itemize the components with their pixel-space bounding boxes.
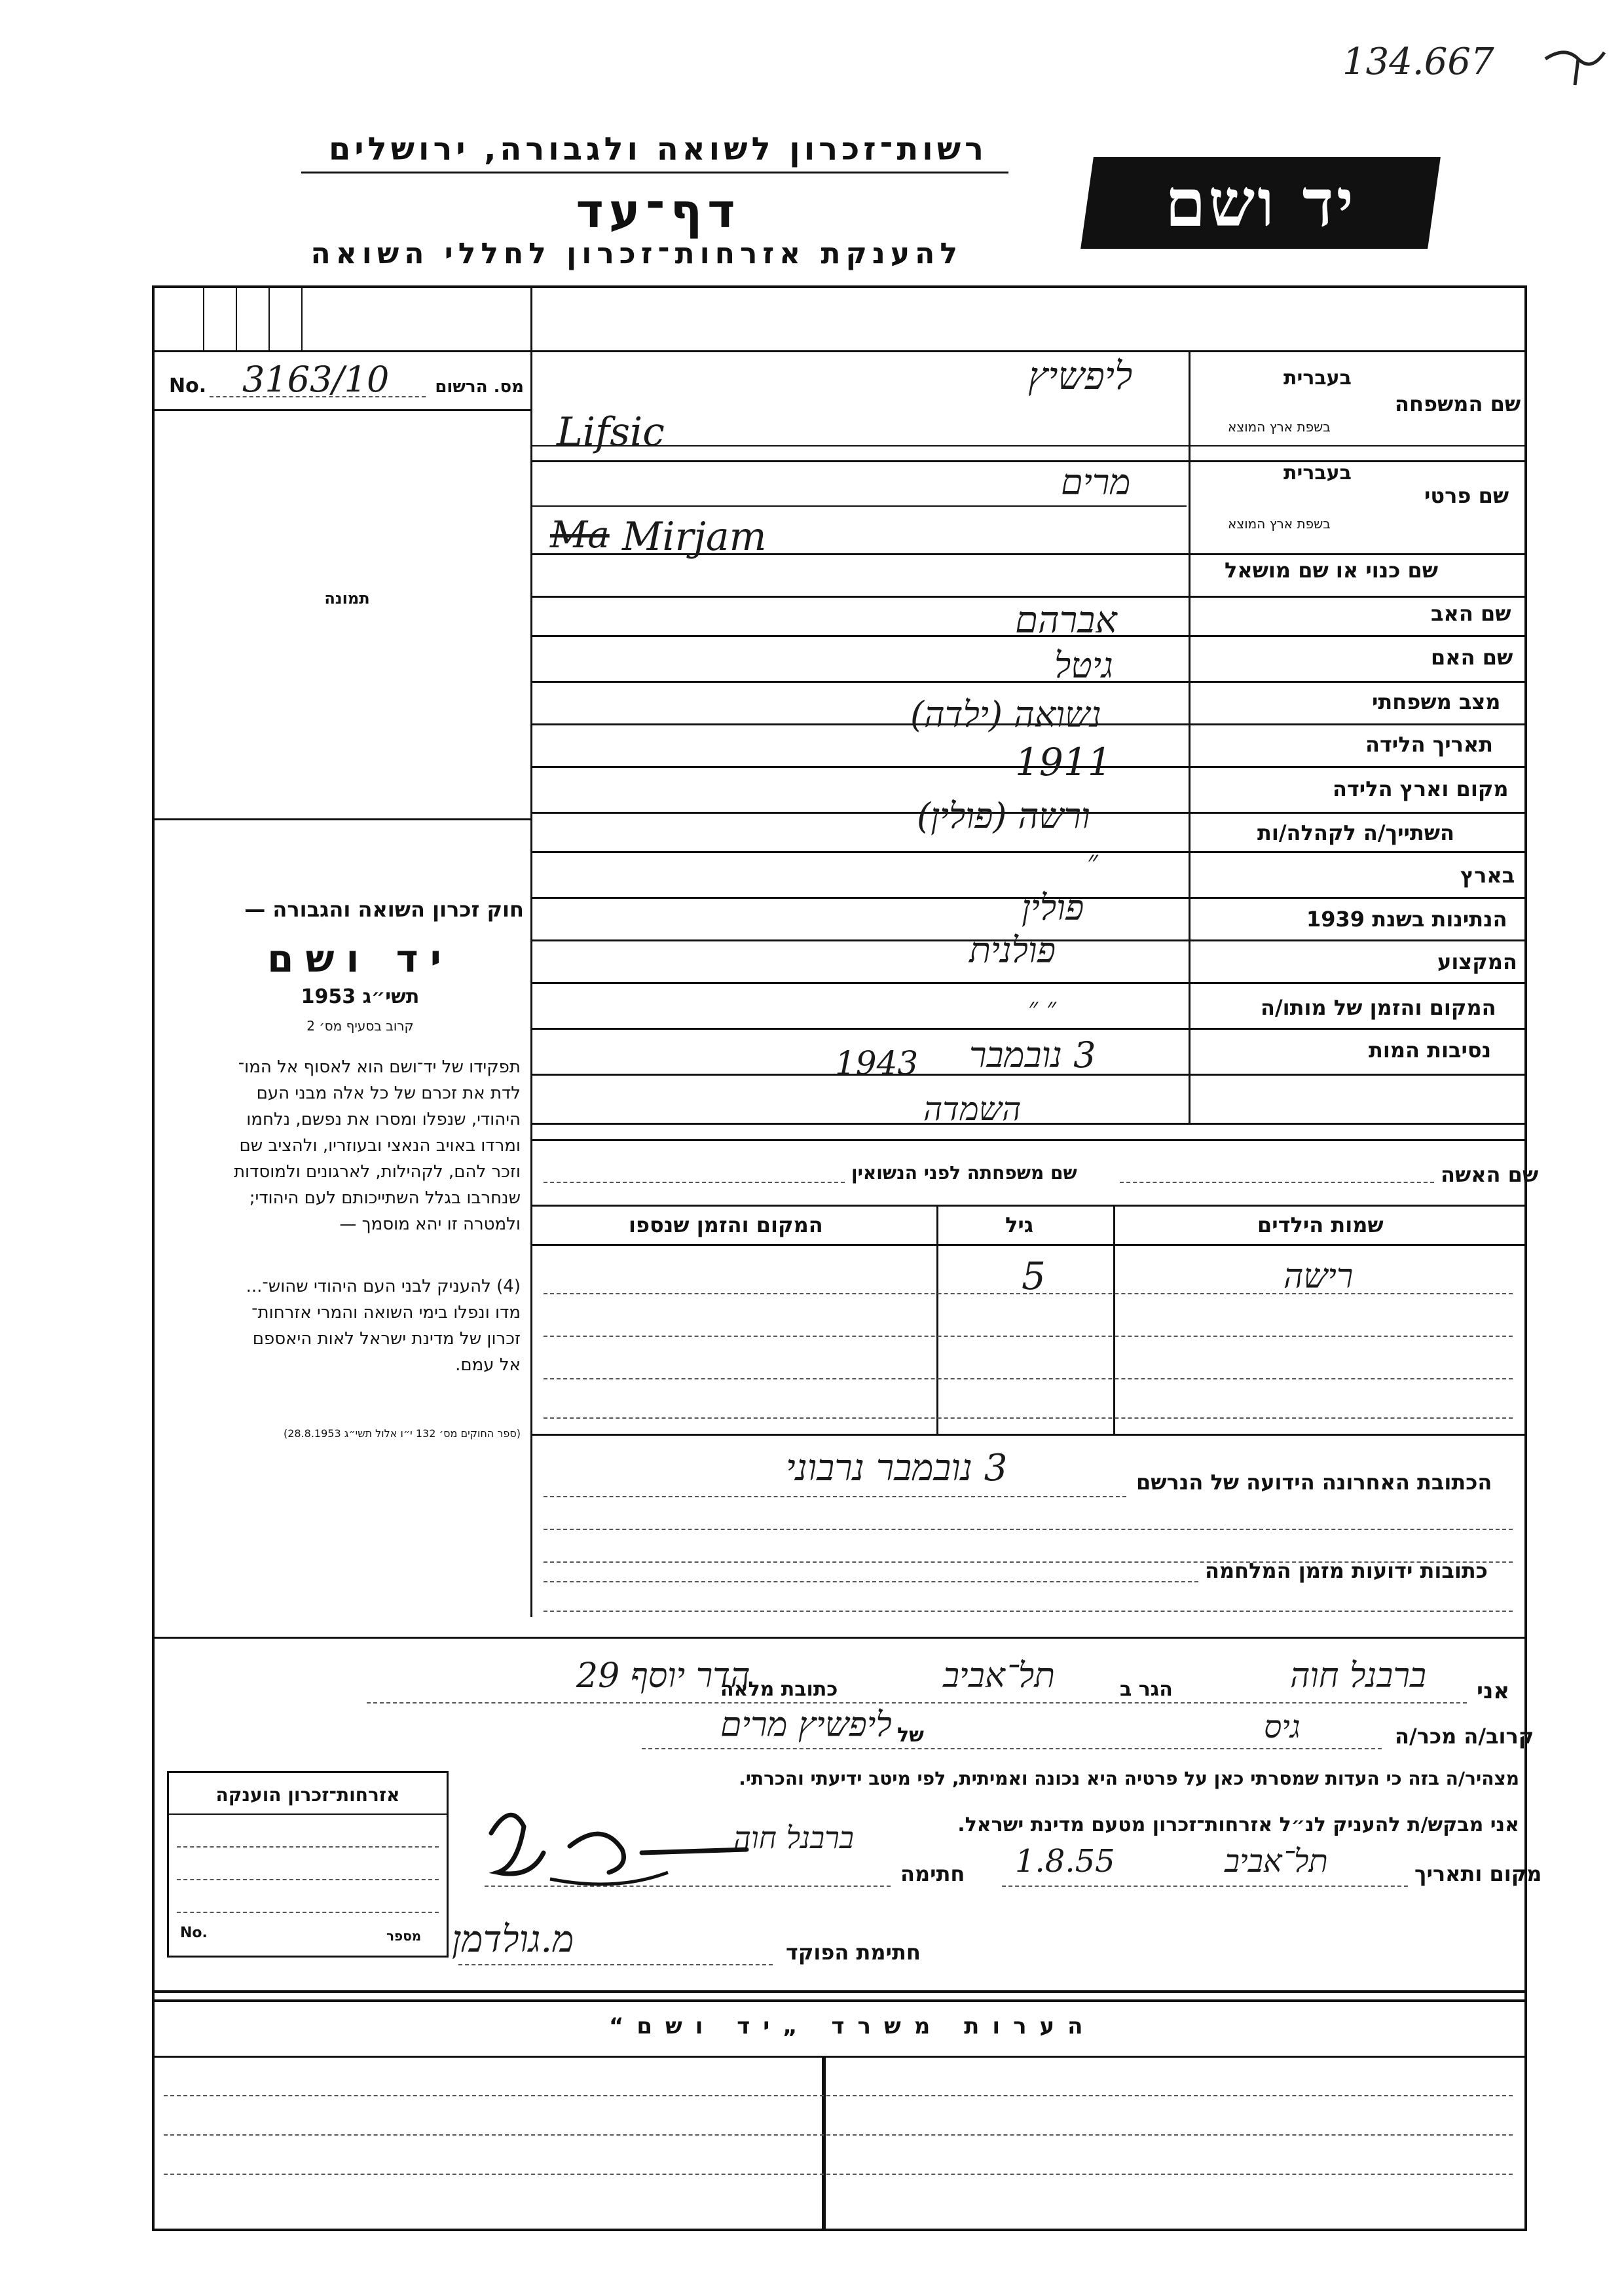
family-name-origin-value: Lifsic bbox=[557, 409, 665, 455]
officer-signature: מ.גולדמן bbox=[452, 1918, 574, 1961]
citizenship-label: הנתינות בשנת 1939 bbox=[1306, 907, 1507, 932]
officer-line bbox=[458, 1964, 773, 1965]
country-label: בארץ bbox=[1460, 863, 1515, 888]
profession-label: המקצוע bbox=[1437, 949, 1517, 974]
children-names-header: שמות הילדים bbox=[1257, 1212, 1384, 1237]
wife-maiden-label: שם משפחתה לפני הנשואין bbox=[851, 1162, 1077, 1184]
corner-archive-number: 134.667 bbox=[1342, 41, 1494, 83]
office-notes-divider bbox=[152, 2056, 1527, 2058]
birthplace-value: ורשה (פולין) bbox=[917, 795, 1090, 837]
first-hebrew-tag: בעברית bbox=[1283, 462, 1352, 484]
wife-label: שם האשה bbox=[1441, 1162, 1539, 1187]
father-value: אברהם bbox=[1015, 599, 1117, 642]
community-label: השתייך/ה לקהלה/ות bbox=[1257, 820, 1455, 845]
yad-vashem-logo bbox=[1080, 157, 1441, 249]
row-line bbox=[532, 851, 1527, 853]
officer-label: חתימת הפוקד bbox=[786, 1940, 921, 1965]
registration-no-prefix: No. bbox=[169, 374, 207, 397]
address-line bbox=[544, 1611, 1513, 1612]
registration-row-bottom bbox=[152, 409, 532, 411]
children-header-bottom bbox=[532, 1244, 1527, 1246]
marital-label: מצב משפחתי bbox=[1372, 689, 1501, 714]
signature-label: חתימה bbox=[900, 1861, 965, 1886]
corner-mark-icon bbox=[1539, 39, 1611, 92]
law-citation: (ספר החוקים מס׳ 132 י״ו אלול תשי״ג 28.8.1953) bbox=[283, 1427, 521, 1440]
address-line bbox=[544, 1529, 1513, 1530]
law-line: היהודי, שנפלו ומסרו את נפשם, נלחמו bbox=[246, 1110, 521, 1129]
children-col-divider-2 bbox=[936, 1205, 938, 1434]
top-strip-line bbox=[152, 350, 1527, 352]
place-date-label: מקום ותאריך bbox=[1414, 1861, 1542, 1886]
children-header-top bbox=[532, 1205, 1527, 1207]
death-circ-label: נסיבות המות bbox=[1369, 1038, 1492, 1063]
law-heading: חוק זכרון השואה והגבורה — bbox=[244, 897, 524, 922]
children-row-line bbox=[544, 1378, 1513, 1379]
grant-box-title: אזרחות־זכרון הוענקה bbox=[215, 1784, 400, 1806]
office-notes-line bbox=[164, 2095, 1513, 2096]
declarant-i-label: אני bbox=[1477, 1678, 1510, 1704]
last-address-value: 3 נובמבר נרבוני bbox=[786, 1447, 1008, 1489]
birthplace-label: מקום וארץ הלידה bbox=[1333, 776, 1509, 801]
place-value: תל־אביב bbox=[1225, 1843, 1328, 1880]
birthdate-label: תאריך הלידה bbox=[1365, 732, 1494, 757]
office-notes-title: הערות משרד „יד ושם“ bbox=[609, 2013, 1096, 2039]
relation-line bbox=[642, 1748, 1382, 1749]
profession-value: ״ ״ bbox=[1028, 993, 1057, 1023]
family-origin-tag: בשפת ארץ המוצא bbox=[1228, 419, 1331, 435]
declarant-address-label: כתובת מלאה bbox=[720, 1678, 838, 1701]
row-line bbox=[532, 1028, 1527, 1030]
row-line bbox=[532, 505, 1187, 507]
request-text: אני מבקש/ת להעניק לנ״ל אזרחות־זכרון מטעם מדינת ישראל. bbox=[957, 1813, 1519, 1836]
declarant-city-value: תל־אביב bbox=[943, 1656, 1055, 1696]
death-place-value: 3 נובמבר bbox=[969, 1034, 1096, 1076]
first-name-struck-value: Ma bbox=[550, 514, 610, 556]
photo-label: תמונה bbox=[324, 589, 370, 608]
law-year: תשי״ג 1953 bbox=[301, 985, 420, 1008]
grant-box-divider bbox=[167, 1813, 449, 1815]
authority-name: רשות־זכרון לשואה ולגבורה, ירושלים bbox=[328, 131, 988, 168]
strip-cell-3 bbox=[268, 288, 270, 350]
family-hebrew-tag: בעברית bbox=[1283, 367, 1352, 390]
grant-box-no: No. bbox=[180, 1925, 208, 1941]
law-line: תפקידו של יד־ושם הוא לאסוף אל המו־ bbox=[238, 1057, 521, 1077]
signature-value: ברבנל חוה bbox=[733, 1820, 854, 1855]
registration-label: מס. הרשום bbox=[435, 377, 524, 397]
law-line: ולמטרה זו יהא מוסמך — bbox=[339, 1214, 521, 1234]
address-section-top bbox=[532, 1434, 1527, 1436]
relation-value: גיס bbox=[1264, 1709, 1301, 1745]
relation-of-label: של bbox=[897, 1724, 924, 1747]
wife-line bbox=[1120, 1182, 1434, 1183]
mother-value: גיטל bbox=[1054, 645, 1113, 686]
mother-label: שם האם bbox=[1431, 645, 1513, 670]
office-notes-column-divider bbox=[822, 2056, 826, 2231]
wife-section-top bbox=[532, 1139, 1527, 1141]
row-line bbox=[532, 982, 1527, 984]
strip-cell-4 bbox=[301, 288, 303, 350]
strip-cell-2 bbox=[236, 288, 237, 350]
death-label: המקום והזמן של מותו/ה bbox=[1261, 995, 1496, 1020]
grant-box-line bbox=[177, 1912, 439, 1913]
grant-box-line bbox=[177, 1846, 439, 1848]
grant-box-line bbox=[177, 1879, 439, 1880]
law-line: מדו ונפלו בימי השואה והמרי אזרחות־ bbox=[251, 1303, 521, 1322]
law-paragraph-1 bbox=[157, 1057, 521, 1241]
law-line: שנחרבו בגלל השתייכותם לעם היהודי; bbox=[249, 1188, 521, 1208]
law-line: (4) להעניק לבני העם היהודי שהוש־... bbox=[246, 1277, 521, 1296]
law-line: ומרדו באויב הנאצי ובעוזריו, ולהציב שם bbox=[239, 1136, 521, 1156]
label-column-divider bbox=[1189, 350, 1190, 1123]
family-name-label: שם המשפחה bbox=[1395, 392, 1521, 416]
war-address-label: כתובות ידועות מזמן המלחמה bbox=[1205, 1558, 1488, 1583]
first-name-hebrew-value: מרים bbox=[1061, 462, 1131, 503]
row-line bbox=[532, 460, 1527, 462]
declarant-name-value: ברבנל חוה bbox=[1290, 1656, 1426, 1696]
community-value: ״ bbox=[1087, 845, 1098, 878]
row-line bbox=[532, 596, 1527, 598]
photo-area-bottom bbox=[152, 818, 532, 820]
death-circ-value: השמדה bbox=[923, 1090, 1022, 1128]
law-name: יד ושם bbox=[267, 936, 453, 981]
row-line bbox=[532, 1123, 1527, 1125]
country-value: פולין bbox=[1022, 887, 1084, 928]
first-origin-tag: בשפת ארץ המוצא bbox=[1228, 516, 1331, 532]
address-line bbox=[544, 1581, 1198, 1582]
first-name-label: שם פרטי bbox=[1424, 483, 1509, 508]
registration-value: 3163/10 bbox=[242, 359, 390, 400]
office-notes-line bbox=[164, 2174, 1513, 2175]
children-place-header: המקום והזמן שנספו bbox=[629, 1212, 823, 1237]
office-notes-line bbox=[164, 2134, 1513, 2136]
children-row-line bbox=[544, 1417, 1513, 1419]
law-note: קרוב בסעיף מס׳ 2 bbox=[306, 1018, 414, 1034]
first-name-origin-value: Mirjam bbox=[622, 514, 767, 560]
children-col-divider-1 bbox=[1113, 1205, 1115, 1434]
place-date-line bbox=[1002, 1886, 1408, 1887]
declarant-resides-label: הגר ב bbox=[1120, 1678, 1173, 1701]
law-line: אל עמם. bbox=[455, 1355, 521, 1375]
law-paragraph-2 bbox=[157, 1277, 521, 1381]
left-column-divider bbox=[530, 288, 532, 1617]
marital-value: נשואה (ילדה) bbox=[910, 694, 1101, 735]
address-line bbox=[544, 1496, 1126, 1497]
date-value: 1.8.55 bbox=[1015, 1843, 1115, 1880]
row-line bbox=[532, 681, 1527, 683]
declarant-section-top bbox=[152, 1637, 1527, 1639]
declarant-line bbox=[367, 1702, 1467, 1704]
relation-of-value: ליפשיץ מרים bbox=[720, 1705, 892, 1745]
declarant-address-value: הדר יוסף 29 bbox=[576, 1656, 750, 1696]
last-address-label: הכתובת האחרונה הידועה של הנרשם bbox=[1136, 1470, 1492, 1495]
law-line: לדת את זכרם של כל אלה מבני העם bbox=[256, 1084, 521, 1103]
birthdate-value: 1911 bbox=[1015, 740, 1112, 784]
children-row-line bbox=[544, 1336, 1513, 1337]
row-line bbox=[532, 445, 1527, 446]
relation-label: קרוב/ה מכר/ה bbox=[1395, 1724, 1534, 1749]
law-line: וזכר להם, לקהילות, לארגונים ולמוסדות bbox=[233, 1162, 521, 1182]
children-age-header: גיל bbox=[1005, 1212, 1034, 1237]
strip-cell-1 bbox=[203, 288, 204, 350]
wife-maiden-line bbox=[544, 1182, 845, 1183]
nickname-label: שם כנוי או שם מושאל bbox=[1225, 558, 1439, 583]
father-label: שם האב bbox=[1431, 601, 1511, 626]
authority-underline bbox=[301, 172, 1008, 173]
child-name-value: רישה bbox=[1283, 1257, 1354, 1296]
form-title: דף־עד bbox=[576, 183, 741, 238]
logo-text: יד ושם bbox=[1165, 164, 1356, 242]
grant-box-number-label: מספר bbox=[386, 1928, 422, 1944]
signature-scribble-icon bbox=[471, 1794, 760, 1905]
citizenship-value: פולנית bbox=[969, 930, 1056, 971]
law-line: זכרון של מדינת ישראל לאות היאספם bbox=[252, 1329, 521, 1349]
family-name-hebrew-value: ליפשיץ bbox=[1028, 354, 1133, 398]
child-age-value: 5 bbox=[1022, 1254, 1046, 1298]
form-subtitle: להענקת אזרחות־זכרון לחללי השואה bbox=[310, 237, 963, 270]
declare-text: מצהיר/ה בזה כי העדות שמסרתי כאן על פרטיה היא נכונה ואמיתית, לפי מיטב ידיעתי והכרתי. bbox=[739, 1768, 1519, 1789]
death-year-value: 1943 bbox=[835, 1044, 919, 1082]
